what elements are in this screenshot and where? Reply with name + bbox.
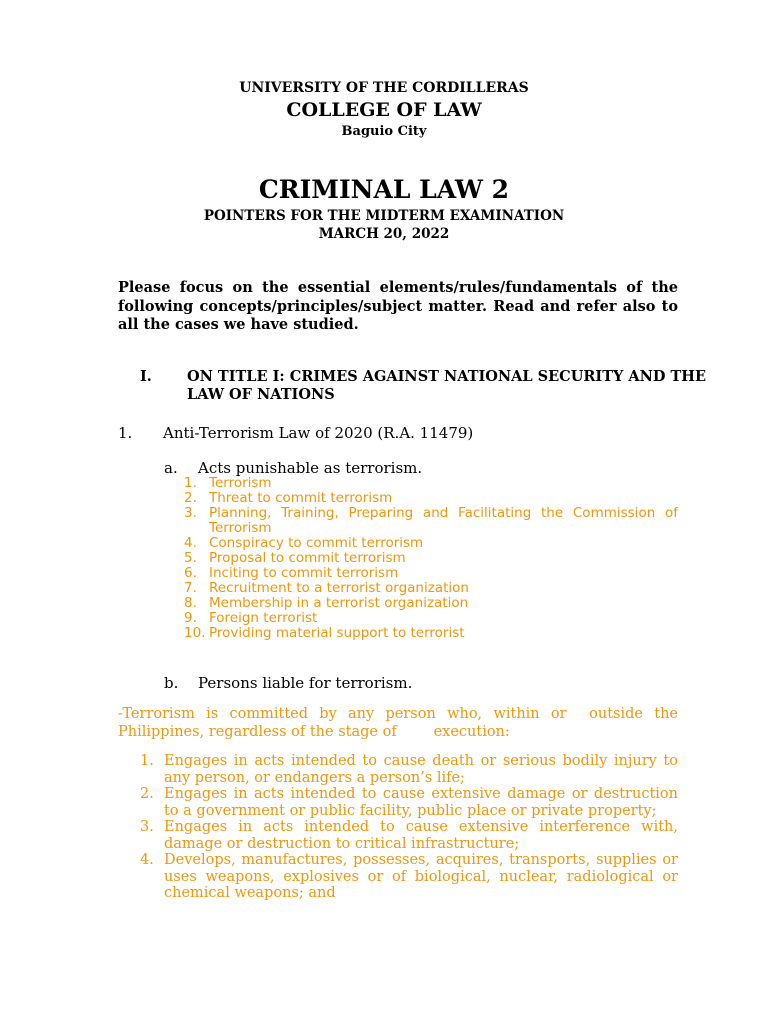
course-title: CRIMINAL LAW 2 xyxy=(258,175,510,204)
subitem-letter-a: a. xyxy=(164,459,178,477)
intro-line: following concepts/principles/subject matter. Read and refer also to xyxy=(118,297,678,315)
city-name: Baguio City xyxy=(341,124,427,139)
list-item-text: Inciting to commit terrorism xyxy=(209,565,399,581)
list-item-number: 6. xyxy=(184,565,197,581)
liability-list xyxy=(140,753,678,902)
list-item xyxy=(184,536,678,551)
list-item xyxy=(140,819,678,852)
subitem-heading-b: Persons liable for terrorism. xyxy=(198,674,413,692)
list-item-text: Foreign terrorist xyxy=(209,610,318,626)
list-item-number: 3. xyxy=(184,505,197,521)
college-name: COLLEGE OF LAW xyxy=(286,99,482,121)
list-item-number: 4. xyxy=(184,535,197,551)
list-item xyxy=(184,476,678,491)
university-name: UNIVERSITY OF THE CORDILLERAS xyxy=(239,80,529,96)
acts-punishable-list xyxy=(184,476,678,641)
list-item-text: Develops, manufactures, possesses, acquires, transports, supplies or xyxy=(164,852,678,868)
list-item xyxy=(184,491,678,506)
list-item-text: Proposal to commit terrorism xyxy=(209,550,406,566)
list-item-text: chemical weapons; and xyxy=(164,885,336,901)
list-item-text: any person, or endangers a person’s life; xyxy=(164,769,465,786)
subitem-heading-a: Acts punishable as terrorism. xyxy=(198,459,423,477)
list-item-number: 5. xyxy=(184,550,197,566)
list-item-number: 1. xyxy=(184,475,197,491)
list-item-number: 3. xyxy=(140,819,154,835)
list-item xyxy=(140,786,678,819)
item-heading: Anti-Terrorism Law of 2020 (R.A. 11479) xyxy=(163,424,474,442)
list-item xyxy=(140,852,678,902)
list-item xyxy=(184,626,678,641)
document-subtitle: POINTERS FOR THE MIDTERM EXAMINATION xyxy=(203,208,565,224)
section-title xyxy=(187,368,707,404)
list-item-text: Terrorism xyxy=(209,475,272,491)
list-item-text: Membership in a terrorist organization xyxy=(209,595,469,611)
list-item-text: Engages in acts intended to cause extensive interference with, xyxy=(164,819,678,835)
list-item xyxy=(184,506,678,536)
list-item-text: damage or destruction to critical infrastructure; xyxy=(164,835,520,852)
list-item-text: Conspiracy to commit terrorism xyxy=(209,535,424,551)
list-item xyxy=(184,611,678,626)
list-item xyxy=(140,753,678,786)
list-item-text: Threat to commit terrorism xyxy=(209,490,393,506)
list-item xyxy=(184,596,678,611)
document-date: MARCH 20, 2022 xyxy=(318,226,450,242)
intro-paragraph xyxy=(118,279,678,335)
liability-intro-line: -Terrorism is committed by any person who, within or outside the xyxy=(118,706,678,722)
list-item-number: 10. xyxy=(184,625,206,641)
list-item-number: 2. xyxy=(184,490,197,506)
list-item-text: Engages in acts intended to cause extensive damage or destruction xyxy=(164,786,678,802)
list-item-text: uses weapons, explosives or of biological, nuclear, radiological or xyxy=(164,868,678,885)
list-item xyxy=(184,581,678,596)
section-number: I. xyxy=(140,368,152,385)
section-title-line: LAW OF NATIONS xyxy=(187,386,335,403)
liability-intro xyxy=(118,705,678,741)
section-title-line: ON TITLE I: CRIMES AGAINST NATIONAL SECURITY AND THE xyxy=(187,368,707,385)
list-item-text: Recruitment to a terrorist organization xyxy=(209,580,469,596)
list-item-text: Terrorism xyxy=(209,520,272,536)
list-item-number: 4. xyxy=(140,852,154,868)
list-item-text: Planning, Training, Preparing and Facilitating the Commission of xyxy=(209,505,678,521)
liability-intro-line: Philippines, regardless of the stage of execution: xyxy=(118,724,510,740)
list-item xyxy=(184,566,678,581)
list-item-text: Engages in acts intended to cause death or serious bodily injury to xyxy=(164,753,678,769)
list-item xyxy=(184,551,678,566)
list-item-text: Providing material support to terrorist xyxy=(209,625,465,641)
list-item-number: 8. xyxy=(184,595,197,611)
intro-line: all the cases we have studied. xyxy=(118,316,359,333)
list-item-number: 9. xyxy=(184,610,197,626)
list-item-number: 7. xyxy=(184,580,197,596)
list-item-number: 2. xyxy=(140,786,154,802)
list-item-number: 1. xyxy=(140,753,154,769)
list-item-text: to a government or public facility, public place or private property; xyxy=(164,802,657,819)
item-number: 1. xyxy=(118,424,133,442)
intro-line: Please focus on the essential elements/rules/fundamentals of the xyxy=(118,279,678,296)
subitem-letter-b: b. xyxy=(164,674,179,692)
